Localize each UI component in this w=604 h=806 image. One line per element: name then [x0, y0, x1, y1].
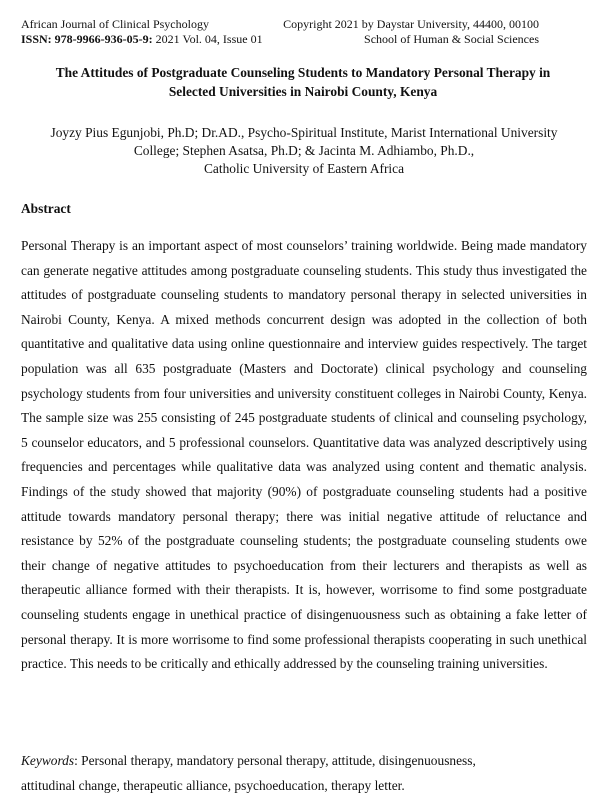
volume-issue: 2021 Vol. 04, Issue 01: [152, 32, 263, 46]
authors-line-3: Catholic University of Eastern Africa: [203, 161, 405, 176]
school-name: School of Human & Social Sciences: [364, 32, 539, 46]
keywords-label: Keywords: [21, 753, 75, 768]
title-line-2: Selected Universities in Nairobi County, Kenya: [168, 84, 438, 99]
keywords-line-2: attitudinal change, therapeutic alliance, psychoeducation, therapy letter.: [21, 777, 405, 793]
header-row-2: [21, 32, 539, 47]
journal-name: African Journal of Clinical Psychology: [21, 17, 209, 31]
abstract-heading: Abstract: [21, 201, 71, 216]
keywords: [21, 749, 587, 798]
issn: ISSN: 978-9966-936-05-9:: [21, 32, 153, 46]
running-header: [21, 17, 539, 47]
copyright-notice: Copyright 2021 by Daystar University, 44400, 00100: [283, 17, 539, 31]
authors-line-1: Joyzy Pius Egunjobi, Ph.D; Dr.AD., Psycho-Spiritual Institute, Marist International University: [50, 125, 558, 140]
issn-volume: [21, 32, 263, 47]
keywords-line-1: : Personal therapy, mandatory personal therapy, attitude, disingenuousness,: [74, 753, 476, 768]
title-line-1: The Attitudes of Postgraduate Counseling Students to Mandatory Personal Therapy in: [55, 65, 551, 80]
authors-line-2: College; Stephen Asatsa, Ph.D; & Jacinta M. Adhiambo, Ph.D.,: [133, 143, 475, 158]
paper-title: [20, 63, 586, 101]
abstract-text: Personal Therapy is an important aspect of most counselors’ training worldwide. Being made mandatory can generate negative attitudes among postgraduate counseling students. This study thus investigated the attitudes of postgraduate counseling students to mandatory personal therapy in selected universities in Nairobi County, Kenya. A mixed methods concurrent design was adopted in the collection of both quantitative and qualitative data using online questionnaire and interview guides respectively. The target population was all 635 postgraduate (Masters and Doctorate) clinical psychology and counseling psychology students from four universities and university constituent colleges in Nairobi County, Kenya. The sample size was 255 consisting of 245 postgraduate students of clinical and counseling psychology, 5 counselor educators, and 5 professional counselors. Quantitative data was analyzed descriptively using frequencies and percentages while qualitative data was analyzed using content and thematic analysis. Findings of the study showed that majority (90%) of postgraduate counseling students had a positive attitude towards mandatory personal therapy; there was initial negative attitude of reluctance and resistance by 52% of the postgraduate counseling students; the postgraduate counseling students owe their change of negative attitudes to psychoeducation from their lecturers and therapists as well as therapeutic alliance formed with their therapists. It is, however, worrisome to find some postgraduate counseling students engage in unethical practice of disingenuousness such as obtaining a fake letter of personal therapy. It is more worrisome to find some professional therapists cooperating in such unethical practice. This needs to be critically and ethically addressed by the counseling training universities.: [21, 238, 587, 672]
author-block: [24, 124, 584, 178]
header-row-1: [21, 17, 539, 32]
